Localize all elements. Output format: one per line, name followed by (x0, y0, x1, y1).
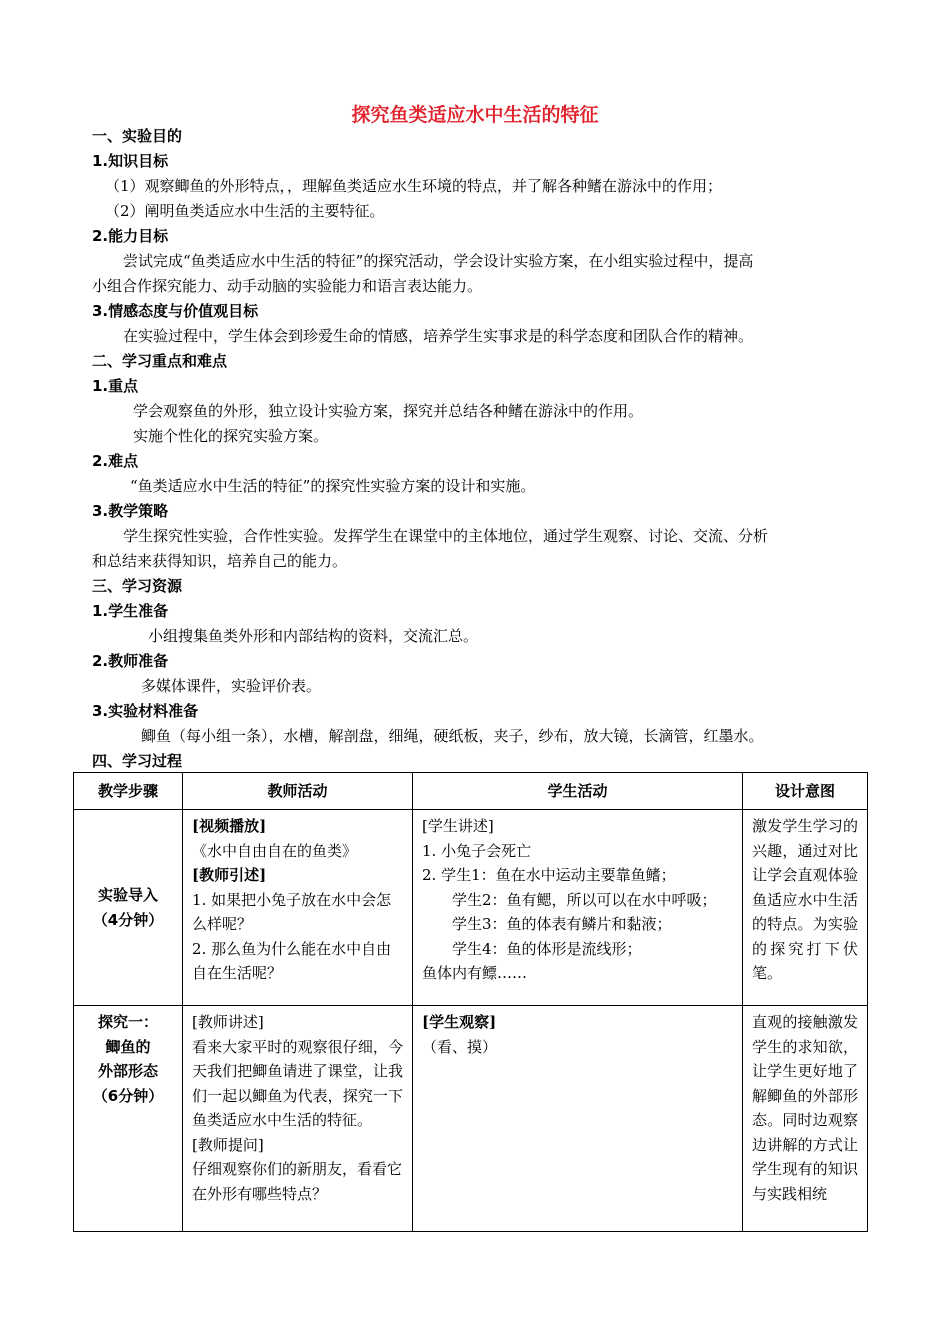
step-name: 外部形态 (97, 1062, 158, 1080)
header-intent: 设计意图 (743, 773, 868, 810)
student-cell (413, 810, 743, 1006)
step-cell (74, 1006, 183, 1232)
header-step: 教学步骤 (74, 773, 183, 810)
heading-ability-goals: 2.能力目标 (92, 227, 169, 245)
teacher-text: 《水中自由自在的鱼类》 (192, 841, 358, 860)
header-teacher: 教师活动 (183, 773, 413, 810)
heading-difficulty: 2.难点 (92, 452, 139, 470)
ability-goal-line2: 小组合作探究能力、动手动脑的实验能力和语言表达能力。 (92, 277, 483, 295)
attitude-goal: 在实验过程中，学生体会到珍爱生命的情感，培养学生实事求是的科学态度和团队合作的精神。 (123, 327, 754, 345)
header-student: 学生活动 (413, 773, 743, 810)
heading-knowledge-goals: 1.知识目标 (92, 152, 169, 170)
heading-resources: 三、学习资源 (92, 577, 183, 595)
student-text: 鱼体内有鳔…… (422, 964, 528, 982)
table-row (74, 810, 868, 1006)
teacher-cell (183, 1006, 413, 1232)
heading-key-points: 二、学习重点和难点 (92, 352, 228, 370)
ability-goal-line1: 尝试完成“鱼类适应水中生活的特征”的探究活动，学会设计实验方案，在小组实验过程中，提高 (123, 252, 754, 270)
heading-objectives: 一、实验目的 (92, 127, 183, 145)
heading-strategy: 3.教学策略 (92, 502, 169, 520)
document-title: 探究鱼类适应水中生活的特征 (351, 104, 599, 126)
student-text: 1. 小兔子会死亡 (422, 841, 532, 860)
heading-student-prep: 1.学生准备 (92, 602, 169, 620)
heading-teacher-prep: 2.教师准备 (92, 652, 169, 670)
step-name: 鲫鱼的 (105, 1037, 151, 1056)
strategy-line1: 学生探究性实验，合作性实验。发挥学生在课堂中的主体地位，通过学生观察、讨论、交流、分析 (123, 527, 769, 545)
student-text: （看、摸） (422, 1037, 498, 1056)
step-duration: （4分钟） (92, 910, 164, 929)
student-tag: [学生观察] (422, 1013, 497, 1031)
intent-cell: 激发学生学习的兴趣，通过对比让学会直观体验鱼适应水中生活的特点。为实验的探究打下伏笔。 (743, 810, 868, 1006)
strategy-line2: 和总结来获得知识，培养自己的能力。 (92, 552, 348, 570)
teacher-tag: [教师引述] (192, 866, 267, 884)
knowledge-goal-2: （2）阐明鱼类适应水中生活的主要特征。 (105, 202, 385, 220)
student-text: 学生3：鱼的体表有鳞片和黏液； (452, 915, 672, 933)
intent-cell: 直观的接触激发学生的求知欲，让学生更好地了解鲫鱼的外部形态。同时边观察边讲解的方式让学生现有的知识与实践相统 (743, 1006, 868, 1232)
step-name: 探究一： (97, 1013, 158, 1031)
table-header-row (74, 773, 868, 810)
teacher-tag: [视频播放] (192, 817, 267, 835)
student-text: 2. 学生1：鱼在水中运动主要靠鱼鳍； (422, 866, 676, 884)
heading-materials: 3.实验材料准备 (92, 702, 199, 720)
teacher-text: 看来大家平时的观察很仔细，今天我们把鲫鱼请进了课堂，让我们一起以鲫鱼为代表，探究一下鱼类适应水中生活的特征。 (192, 1037, 403, 1129)
focus-line2: 实施个性化的探究实验方案。 (133, 427, 329, 445)
step-name: 实验导入 (97, 886, 158, 904)
heading-focus: 1.重点 (92, 377, 139, 395)
teacher-cell (183, 810, 413, 1006)
student-text: 学生4：鱼的体形是流线形； (452, 939, 642, 958)
student-tag: [学生讲述] (422, 817, 494, 835)
student-text: 学生2：鱼有鳃，所以可以在水中呼吸； (452, 890, 717, 909)
student-prep-line: 小组搜集鱼类外形和内部结构的资料，交流汇总。 (148, 627, 479, 645)
step-cell (74, 810, 183, 1006)
step-duration: （6分钟） (92, 1086, 164, 1105)
knowledge-goal-1: （1）观察鲫鱼的外形特点，，理解鱼类适应水生环境的特点，并了解各种鳍在游泳中的作用； (105, 177, 723, 195)
teacher-text: 2. 那么鱼为什么能在水中自由自在生活呢？ (192, 939, 392, 982)
materials-line: 鲫鱼（每小组一条），水槽，解剖盘，细绳，硬纸板，夹子，纱布，放大镜，长滴管，红墨水。 (141, 727, 764, 745)
table-row (74, 1006, 868, 1232)
teacher-tag: [教师讲述] (192, 1013, 264, 1031)
teacher-text: 1. 如果把小兔子放在水中会怎么样呢？ (192, 890, 392, 933)
teacher-text: 仔细观察你们的新朋友，看看它在外形有哪些特点？ (192, 1160, 403, 1203)
learning-process-table (73, 772, 868, 1232)
focus-line1: 学会观察鱼的外形，独立设计实验方案，探究并总结各种鳍在游泳中的作用。 (133, 402, 644, 420)
teacher-tag: [教师提问] (192, 1135, 264, 1154)
teacher-prep-line: 多媒体课件，实验评价表。 (141, 677, 322, 695)
heading-attitude-goals: 3.情感态度与价值观目标 (92, 302, 259, 320)
student-cell (413, 1006, 743, 1232)
difficulty-line: “鱼类适应水中生活的特征”的探究性实验方案的设计和实施。 (130, 477, 536, 495)
heading-process: 四、学习过程 (92, 752, 183, 770)
